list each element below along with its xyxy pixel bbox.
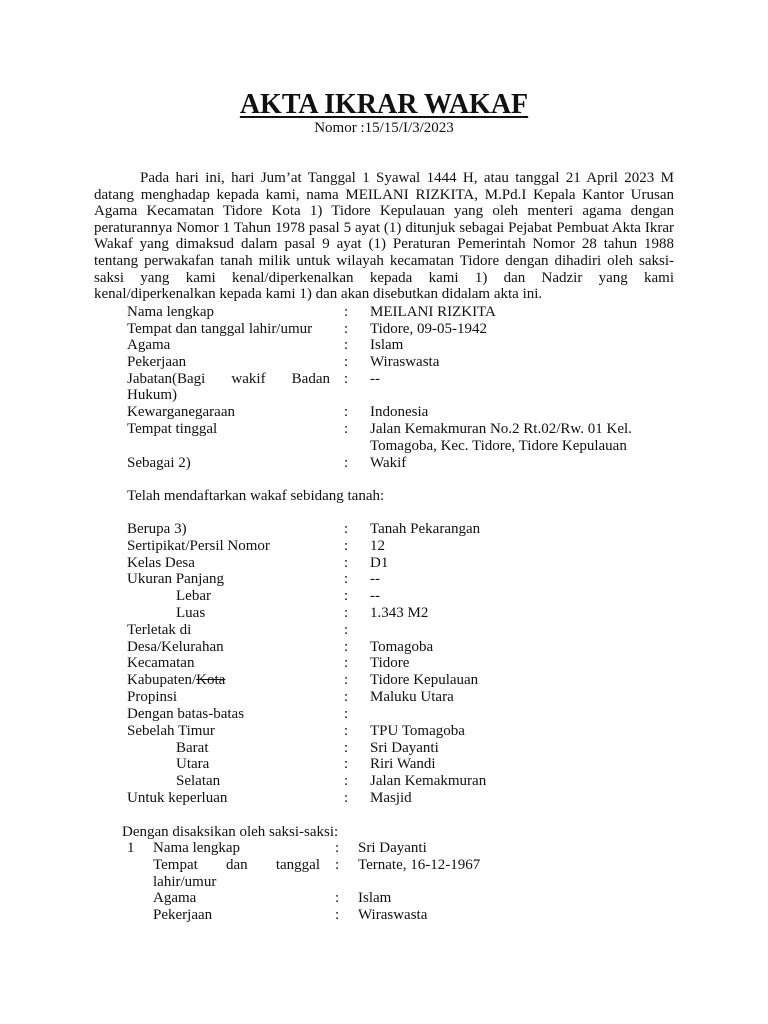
field-value: Ternate, 16-12-1967: [358, 857, 481, 873]
field-value: MEILANI RIZKITA: [370, 304, 496, 320]
colon: :: [344, 622, 349, 638]
field-label-continuation: Hukum): [127, 387, 177, 403]
field-label: Utara: [176, 756, 210, 772]
field-value: Tomagoba: [370, 639, 434, 655]
field-label: Selatan: [176, 773, 221, 789]
field-value: D1: [370, 555, 389, 571]
colon: :: [344, 740, 349, 756]
colon: :: [344, 571, 349, 587]
field-label: Barat: [176, 740, 209, 756]
field-label-continuation: lahir/umur: [153, 874, 217, 890]
colon: :: [344, 605, 349, 621]
colon: :: [344, 588, 349, 604]
colon: :: [344, 421, 349, 437]
field-label: Agama: [127, 337, 171, 353]
field-label: Agama: [153, 890, 197, 906]
field-value: Riri Wandi: [370, 756, 436, 772]
field-value: 1.343 M2: [370, 605, 429, 621]
document-title-text: AKTA IKRAR WAKAF: [239, 89, 529, 120]
field-label: Kecamatan: [127, 655, 195, 671]
field-label: Nama lengkap: [127, 304, 215, 320]
label-prefix: Kabupaten/: [127, 672, 197, 688]
field-label: Tempat dan tanggal lahir/umur: [127, 321, 313, 337]
field-label: Sebagai 2): [127, 455, 191, 471]
field-label: Ukuran Panjang: [127, 571, 225, 587]
colon: :: [344, 337, 349, 353]
field-value-continuation: Tomagoba, Kec. Tidore, Tidore Kepulauan: [370, 438, 627, 454]
field-label: Kelas Desa: [127, 555, 195, 571]
field-value: Sri Dayanti: [370, 740, 439, 756]
struck-text: Kota: [196, 672, 226, 688]
document-number: Nomor :15/15/I/3/2023: [314, 120, 454, 136]
colon: :: [344, 521, 349, 537]
colon: :: [335, 840, 340, 856]
field-value: Sri Dayanti: [358, 840, 427, 856]
colon: :: [344, 455, 349, 471]
field-value: TPU Tomagoba: [370, 723, 465, 739]
saksi-number: 1: [127, 840, 135, 856]
saksi-heading: Dengan disaksikan oleh saksi-saksi:: [122, 824, 339, 840]
wakaf-statement: Telah mendaftarkan wakaf sebidang tanah:: [127, 488, 385, 504]
colon: :: [344, 321, 349, 337]
field-label: Tempat tinggal: [127, 421, 218, 437]
field-label: Sertipikat/Persil Nomor: [127, 538, 270, 554]
field-value: Islam: [370, 337, 404, 353]
colon: :: [344, 304, 349, 320]
field-value: Tanah Pekarangan: [370, 521, 481, 537]
field-label: Untuk keperluan: [127, 790, 228, 806]
field-label: Pekerjaan: [127, 354, 187, 370]
field-label: Tempat dan tanggal: [153, 857, 320, 873]
field-value: Masjid: [370, 790, 412, 806]
colon: :: [344, 773, 349, 789]
field-label: Propinsi: [127, 689, 178, 705]
field-value: --: [370, 571, 380, 587]
field-label: Luas: [176, 605, 206, 621]
field-value: Wakif: [370, 455, 407, 471]
field-label: Desa/Kelurahan: [127, 639, 224, 655]
field-label: Pekerjaan: [153, 907, 213, 923]
field-value: Jalan Kemakmuran No.2 Rt.02/Rw. 01 Kel.: [370, 421, 632, 437]
field-label: Terletak di: [127, 622, 192, 638]
colon: :: [344, 354, 349, 370]
colon: :: [344, 404, 349, 420]
field-value: Jalan Kemakmuran: [370, 773, 487, 789]
colon: :: [335, 890, 340, 906]
field-value: Islam: [358, 890, 392, 906]
field-value: Tidore, 09-05-1942: [370, 321, 487, 337]
colon: :: [344, 790, 349, 806]
field-label: Sebelah Timur: [127, 723, 215, 739]
field-value: Tidore Kepulauan: [370, 672, 479, 688]
intro-paragraph: Pada hari ini, hari Jum’at Tanggal 1 Syawal 1444 H, atau tanggal 21 April 2023 M datang menghadap kepada kami, nama MEILANI RIZKITA, M.Pd.I Kepala Kantor Urusan Agama Kecamatan Tidore Kota 1) Tidore Kepulauan yang oleh menteri agama dengan peraturannya Nomor 1 Tahun 1978 pasal 5 ayat (1) ditunjuk sebagai Pejabat Pembuat Akta Ikrar Wakaf yang dimaksud dalam pasal 9 ayat (1) Peraturan Pemerintah Nomor 28 tahun 1988 tentang perwakafan tanah milik untuk wilayah kecamatan Tidore dengan dihadiri oleh saksi-saksi yang kami kenal/diperkenalkan kepada kami 1) dan Nadzir yang kami kenal/diperkenalkan kepada kami 1) dan akan disebutkan didalam akta ini.: [94, 170, 674, 303]
colon: :: [344, 639, 349, 655]
field-value: Wiraswasta: [358, 907, 428, 923]
colon: :: [344, 723, 349, 739]
field-value: Maluku Utara: [370, 689, 454, 705]
colon: :: [335, 907, 340, 923]
colon: :: [344, 672, 349, 688]
colon: :: [344, 371, 349, 387]
field-label: Kewarganegaraan: [127, 404, 235, 420]
field-value: --: [370, 588, 380, 604]
field-label: Nama lengkap: [153, 840, 241, 856]
field-value: Wiraswasta: [370, 354, 440, 370]
field-label: Lebar: [176, 588, 211, 604]
field-label: Berupa 3): [127, 521, 187, 537]
document-title: [0, 90, 768, 120]
colon: :: [344, 555, 349, 571]
field-value: Indonesia: [370, 404, 429, 420]
field-value: Tidore: [370, 655, 410, 671]
field-value: --: [370, 371, 380, 387]
field-label: Jabatan(Bagi wakif Badan: [127, 371, 330, 387]
field-label: [127, 672, 225, 689]
colon: :: [344, 655, 349, 671]
colon: :: [344, 706, 349, 722]
field-value: 12: [370, 538, 385, 554]
colon: :: [344, 689, 349, 705]
colon: :: [344, 538, 349, 554]
colon: :: [335, 857, 340, 873]
colon: :: [344, 756, 349, 772]
field-label: Dengan batas-batas: [127, 706, 245, 722]
